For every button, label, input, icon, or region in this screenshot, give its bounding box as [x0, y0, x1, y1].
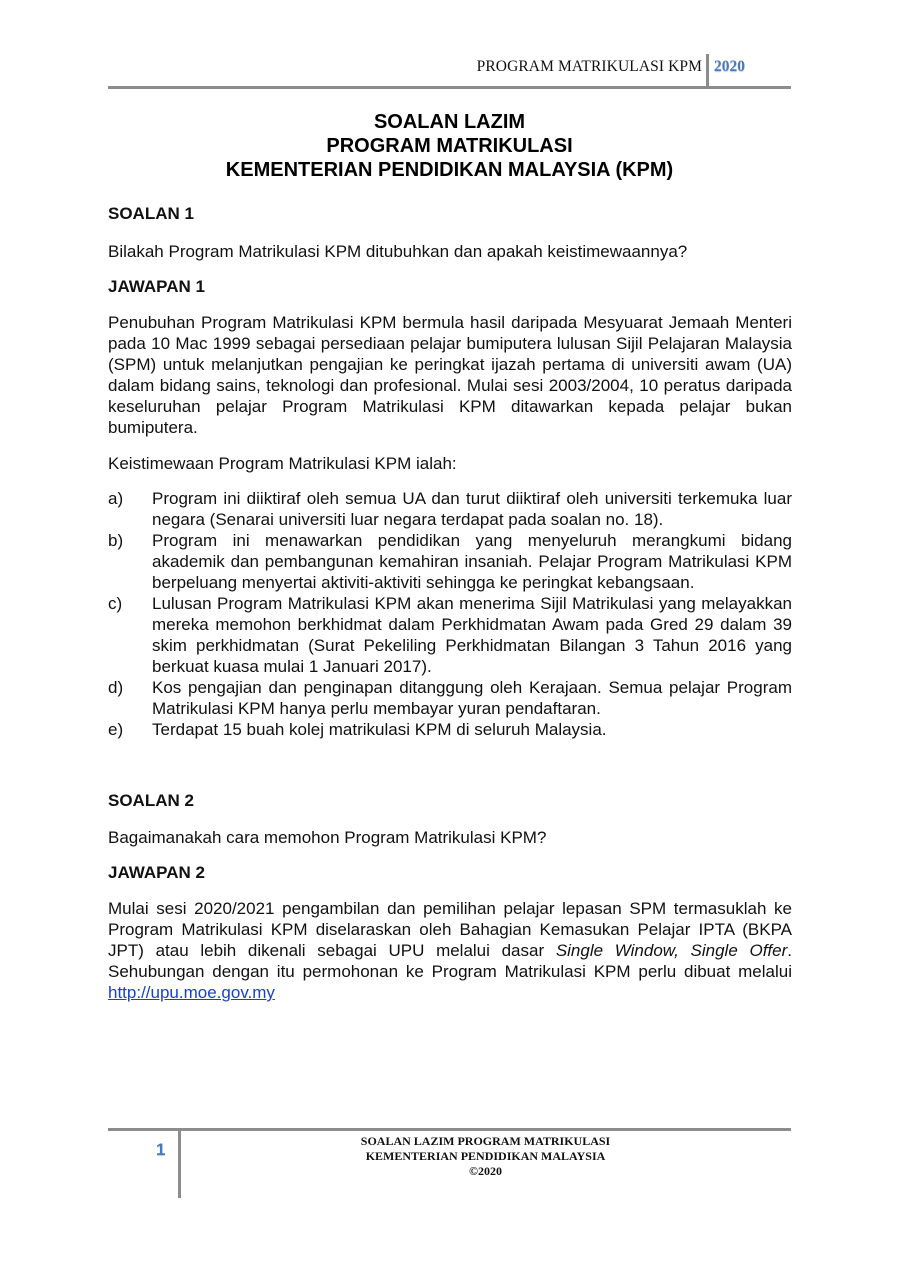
upu-link[interactable]: http://upu.moe.gov.my — [108, 983, 275, 1002]
title-line-3: KEMENTERIAN PENDIDIKAN MALAYSIA (KPM) — [225, 159, 674, 181]
answer-2-heading: JAWAPAN 2 — [108, 863, 205, 882]
page-number: 1 — [156, 1140, 166, 1159]
answer-1-heading: JAWAPAN 1 — [108, 277, 205, 296]
list-item-text: Terdapat 15 buah kolej matrikulasi KPM di seluruh Malaysia. — [152, 720, 607, 739]
list-marker: c) — [108, 594, 123, 613]
answer-2-text-part-2: . Sehubungan dengan itu permohonan ke Program Matrikulasi KPM perlu dibuat melalui — [108, 941, 792, 981]
list-item — [108, 488, 792, 530]
answer-2-italic-policy: Single Window, Single Offer — [555, 941, 788, 960]
list-marker: a) — [108, 489, 124, 508]
title-line-2: PROGRAM MATRIKULASI — [326, 135, 573, 157]
header-divider — [706, 54, 709, 88]
features-list — [108, 488, 792, 740]
list-item — [108, 593, 792, 677]
question-1-heading: SOALAN 1 — [108, 204, 194, 223]
footer-line-2: KEMENTERIAN PENDIDIKAN MALAYSIA — [365, 1149, 606, 1163]
running-header-title: PROGRAM MATRIKULASI KPM — [476, 58, 702, 75]
list-item — [108, 677, 792, 719]
list-marker: b) — [108, 531, 124, 550]
header-year: 2020 — [714, 58, 745, 75]
header-rule — [108, 86, 791, 89]
question-2-heading: SOALAN 2 — [108, 791, 194, 810]
list-item — [108, 530, 792, 593]
list-marker: e) — [108, 720, 124, 739]
answer-1-paragraph: Penubuhan Program Matrikulasi KPM bermula hasil daripada Mesyuarat Jemaah Menteri pada 10 Mac 1999 sebagai persediaan pelajar bumiputera lulusan Sijil Pelajaran Malaysia (SPM) untuk melanjutkan pengajian ke peringkat ijazah pertama di universiti awam (UA) dalam bidang sains, teknologi dan profesional. Mulai sesi 2003/2004, 10 peratus daripada keseluruhan pelajar Program Matrikulasi KPM ditawarkan kepada pelajar bukan bumiputera. — [108, 313, 792, 437]
features-intro: Keistimewaan Program Matrikulasi KPM ialah: — [108, 454, 457, 473]
document-title — [108, 110, 791, 182]
list-item — [108, 719, 792, 740]
answer-2-text-part-1: Mulai sesi 2020/2021 pengambilan dan pemilihan pelajar lepasan SPM termasuklah ke Program Matrikulasi KPM diselaraskan oleh Bahagian Kemasukan Pelajar IPTA (BKPA JPT) atau lebih dikenali sebagai UPU melalui dasar — [108, 899, 792, 960]
footer-rule — [108, 1128, 791, 1131]
question-1-text: Bilakah Program Matrikulasi KPM ditubuhkan dan apakah keistimewaannya? — [108, 242, 688, 261]
footer-copyright: ©2020 — [469, 1164, 502, 1178]
footer-text — [180, 1134, 791, 1179]
question-2-text: Bagaimanakah cara memohon Program Matrikulasi KPM? — [108, 828, 547, 847]
list-item-text: Program ini diiktiraf oleh semua UA dan turut diiktiraf oleh universiti terkemuka luar negara (Senarai universiti luar negara terdapat pada soalan no. 18). — [152, 489, 792, 529]
title-line-1: SOALAN LAZIM — [373, 111, 526, 133]
list-marker: d) — [108, 678, 124, 697]
list-item-text: Lulusan Program Matrikulasi KPM akan menerima Sijil Matrikulasi yang melayakkan mereka memohon berkhidmat dalam Perkhidmatan Awam pada Gred 29 dalam 39 skim perkhidmatan (Surat Pekeliling Perkhidmatan Bilangan 3 Tahun 2016 yang berkuat kuasa mulai 1 Januari 2017). — [152, 594, 792, 676]
answer-2-paragraph — [108, 898, 792, 1003]
list-item-text: Program ini menawarkan pendidikan yang menyeluruh merangkumi bidang akademik dan pembangunan kemahiran insaniah. Pelajar Program Matrikulasi KPM berpeluang menyertai aktiviti-aktiviti sehingga ke peringkat kebangsaan. — [152, 531, 792, 592]
footer-line-1: SOALAN LAZIM PROGRAM MATRIKULASI — [360, 1134, 611, 1148]
list-item-text: Kos pengajian dan penginapan ditanggung oleh Kerajaan. Semua pelajar Program Matrikulasi KPM hanya perlu membayar yuran pendaftaran. — [152, 678, 792, 718]
